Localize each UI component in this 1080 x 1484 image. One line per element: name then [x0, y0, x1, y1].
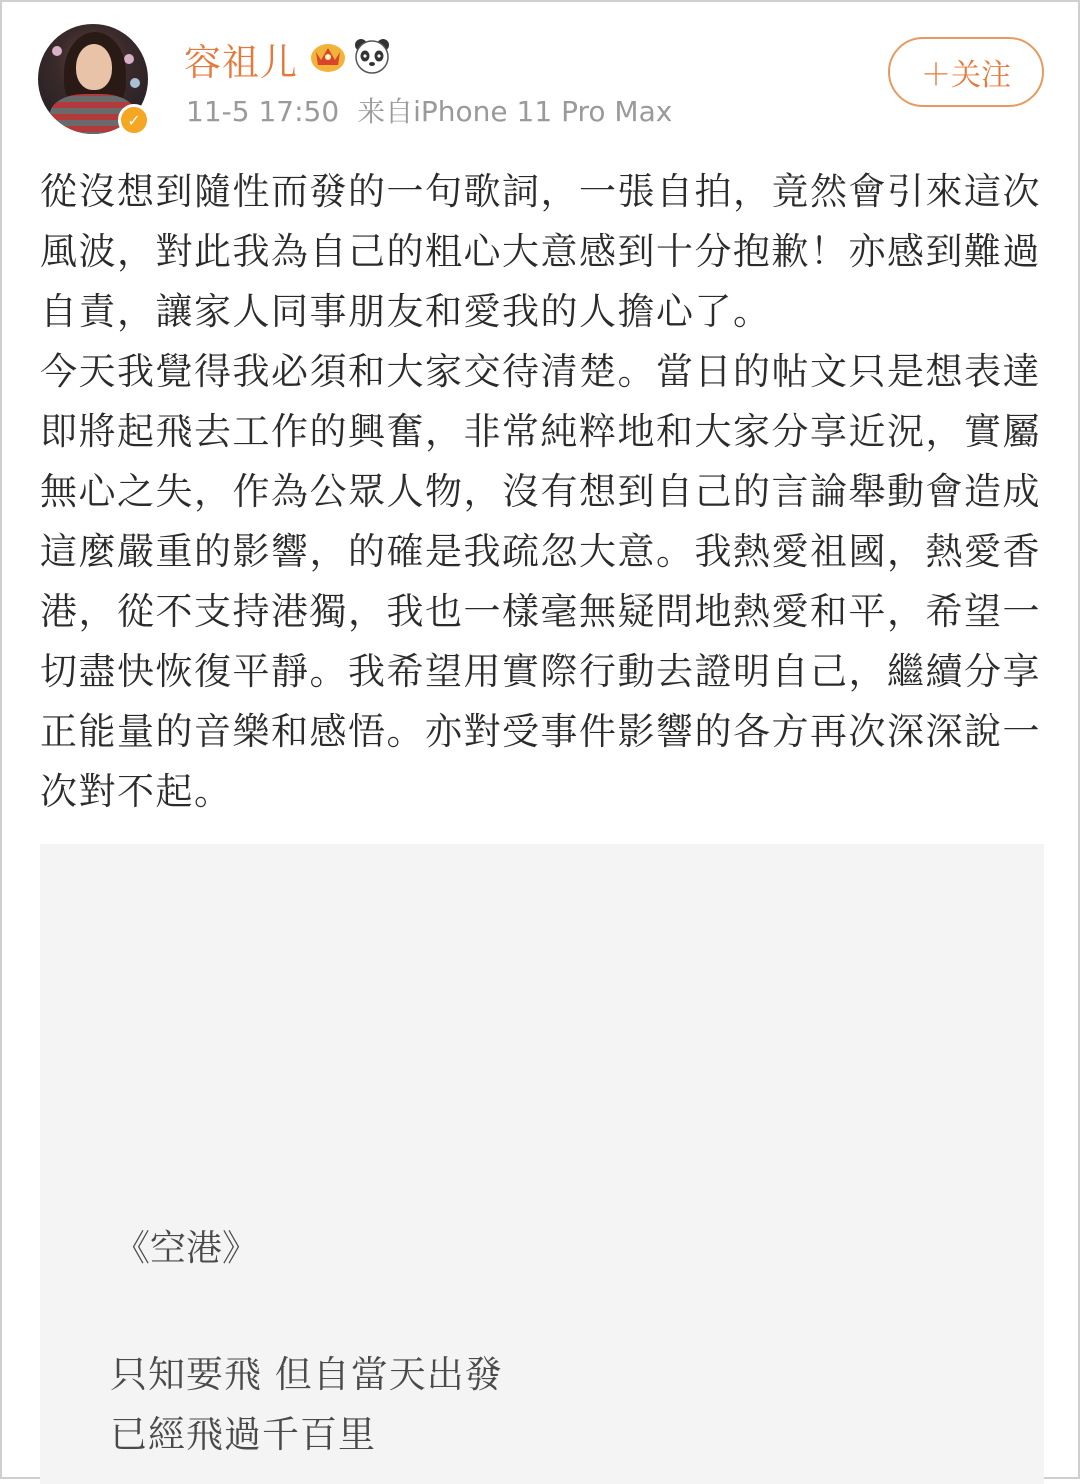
avatar-face: [76, 44, 112, 90]
post-meta: [186, 90, 690, 130]
follow-button[interactable]: ＋关注: [888, 37, 1044, 107]
lyric-title: 《空港》: [114, 1228, 259, 1269]
bokeh-light: [130, 78, 140, 88]
post-source: 来自iPhone 11 Pro Max: [357, 95, 673, 128]
verified-badge-icon: ✓: [118, 104, 150, 136]
lyric-line: 只知要飛 但自當天出發: [110, 1353, 503, 1396]
attached-image[interactable]: [40, 844, 1044, 1484]
post-timestamp: 11-5 17:50: [186, 95, 340, 128]
lyric-line: 已經飛過千百里: [110, 1413, 376, 1456]
crown-icon[interactable]: [308, 38, 348, 74]
bokeh-light: [124, 54, 134, 64]
post-text-content: 從沒想到隨性而發的一句歌詞，一張自拍，竟然會引來這次風波，對此我為自己的粗心大意感到十分抱歉！亦感到難過自責，讓家人同事朋友和愛我的人擔心了。 今天我覺得我必須和大家交待清楚。當日的帖文只是想表達即將起飛去工作的興奮，非常純粹地和大家分享近況，實屬無心之失，作為公眾人物，沒有想到自己的言論舉動會造成這麼嚴重的影響，的確是我疏忽大意。我熱愛祖國，熱愛香港，從不支持港獨，我也一樣毫無疑問地熱愛和平，希望一切盡快恢復平靜。我希望用實際行動去證明自己，繼續分享正能量的音樂和感悟。亦對受事件影響的各方再次深深說一次對不起。: [40, 170, 1041, 813]
panda-icon: [352, 36, 392, 76]
username[interactable]: 容祖儿: [184, 41, 298, 84]
bokeh-light: [52, 46, 62, 56]
post-text: [40, 162, 1050, 822]
post-header: [38, 24, 1048, 139]
